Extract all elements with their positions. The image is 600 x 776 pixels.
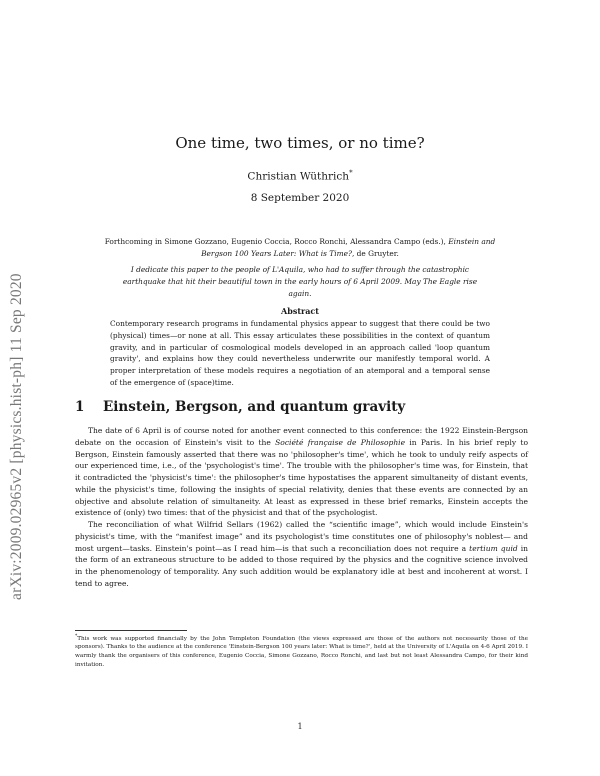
page-number: 1 xyxy=(297,722,303,731)
abstract-heading: Abstract xyxy=(281,306,319,316)
paragraph-text: The reconciliation of what Wilfrid Sellars (1962) called the “scientific image”, which would include Einstein's physicist's time, with the “manifest image” and its psychologist's time constitutes one of philosophy's noblest— and most urgent—tasks. Einstein's point—as I read him—is that such a reconciliation does not require a xyxy=(75,520,528,553)
author-name: Christian Wüthrich xyxy=(247,170,350,183)
author-line xyxy=(0,169,600,183)
paper-date: 8 September 2020 xyxy=(250,192,350,204)
footnote-text: This work was supported financially by the John Templeton Foundation (the views expressed are those of the authors not necessarily those of the sponsors). Thanks to the audience at the conference 'Einstein-Bergson 100 years later: What is time?', held at the University of L'Aquila on 4-6 April 2019. I warmly thank the organisers of this conference, Eugenio Coccia, Simone Gozzano, Rocco Ronchi, and last but not least Alessandra Campo, for their kind invitation. xyxy=(75,635,528,668)
paragraph-italic: tertium quid xyxy=(469,543,518,553)
section-number: 1 xyxy=(75,399,85,415)
forthcoming-note xyxy=(100,236,500,260)
forthcoming-prefix: Forthcoming in Simone Gozzano, Eugenio Coccia, Rocco Ronchi, Alessandra Campo (eds.), xyxy=(104,237,449,246)
arxiv-identifier: arXiv:2009.02965v2 [physics.hist-ph] 11 Sep 2020 xyxy=(8,273,25,600)
dedication: I dedicate this paper to the people of L'Aquila, who had to suffer through the catastrophic earthquake that hit their beautiful town in the early hours of 6 April 2009. May The Eagle rise again. xyxy=(122,265,478,298)
forthcoming-suffix: , de Gruyter. xyxy=(351,249,399,258)
author-footnote-mark: * xyxy=(349,169,353,177)
paragraph xyxy=(75,519,528,590)
paragraph-text: in the form of an extraneous structure to be added to those required by the physics and the cognitive science involved in the phenomenology of temporality. Any such addition would be explanatory idle at best and incoherent at worst. I tend to agree. xyxy=(75,543,528,588)
footnote xyxy=(75,633,528,669)
paragraph xyxy=(75,425,528,519)
paragraph-text: The date of 6 April is of course noted for another event connected to this conference: the 1922 Einstein-Bergson debate on the occasion of Einstein's visit to the xyxy=(75,426,528,447)
footnote-rule xyxy=(75,630,187,631)
book-title: Einstein and Bergson 100 Years Later: What is Time? xyxy=(201,237,496,258)
paper-title: One time, two times, or no time? xyxy=(175,134,425,152)
body-text xyxy=(75,425,528,590)
paragraph-italic: Société française de Philosophie xyxy=(275,437,406,447)
section-heading xyxy=(75,399,405,415)
footnote-mark: * xyxy=(75,634,78,639)
abstract-text: Contemporary research programs in fundamental physics appear to suggest that there could be two (physical) times—or none at all. This essay articulates these possibilities in the context of quantum gravity, and in particular of cosmological models developed in an approach called 'loop quantum gravity', and explains how they could nevertheless underwrite our manifestly temporal world. A proper interpretation of these models requires a negotiation of an atemporal and a temporal sense of the emergence of (space)time. xyxy=(110,319,490,387)
paragraph-text: in Paris. In his brief reply to Bergson, Einstein famously asserted that there was no 'philosopher's time', which he took to unduly reify aspects of our experienced time, i.e., of the 'psychologist's time'. The trouble with the philosopher's time was, for Einstein, that it contradicted the 'physicist's time': the philosopher's time hypostatises the apparent simultaneity of distant events, while the physicist's time, following the insights of special relativity, denies that these events are connected by an objective and absolute relation of simultaneity. At least as expressed in these brief remarks, Einstein accepts the existence of (only) two times: that of the physicist and that of the psychologist. xyxy=(75,437,528,518)
section-title: Einstein, Bergson, and quantum gravity xyxy=(103,399,406,415)
